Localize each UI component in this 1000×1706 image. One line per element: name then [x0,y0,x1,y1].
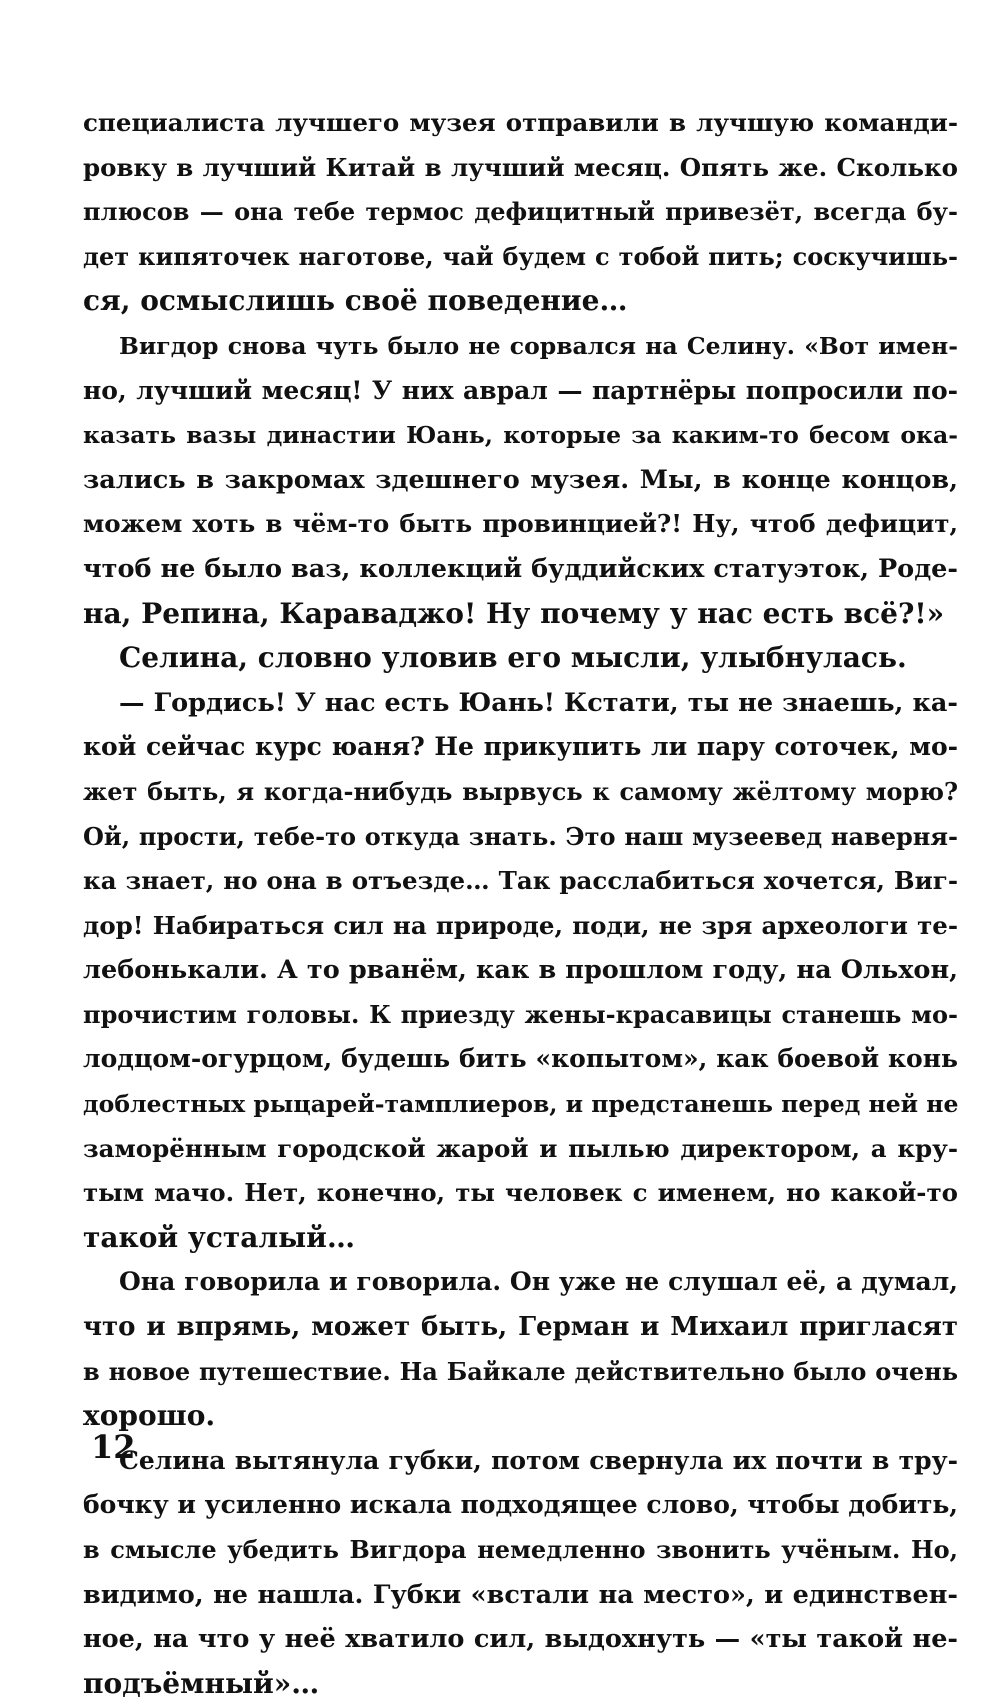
text-line: дет кипяточек наготове, чай будем с тобой пить; соскучишь- [83,241,958,271]
text-line: плюсов — она тебе термос дефицитный привезёт, всегда бу- [83,197,958,227]
text-line: ка знает, но она в отъезде… Так расслабиться хочется, Виг- [83,866,958,896]
page-number: 12 [91,1428,136,1466]
text-line: но, лучший месяц! У них аврал — партнёры попросили по- [83,375,958,405]
text-line: прочистим головы. К приезду жены-красавицы станешь мо- [83,999,958,1029]
text-line: подъёмный»… [83,1666,320,1700]
text-line: ное, на что у неё хватило сил, выдохнуть — «ты такой не- [83,1624,958,1655]
text-line: дор! Набираться сил на природе, поди, не зря археологи те- [83,910,958,940]
text-line: бочку и усиленно искала подходящее слово, чтобы добить, [83,1490,958,1520]
text-line: хорошо. [83,1399,216,1433]
text-line: ся, осмыслишь своё поведение… [83,284,628,318]
text-line: на, Репина, Караваджо! Ну почему у нас есть всё?!» [83,596,945,630]
text-line: лодцом-огурцом, будешь бить «копытом», как боевой конь [83,1044,958,1074]
text-line: Она говорила и говорила. Он уже не слушал её, а думал, [119,1267,958,1297]
text-line: — Гордись! У нас есть Юань! Кстати, ты не знаешь, ка- [119,687,958,718]
text-line: ровку в лучший Китай в лучший месяц. Опять же. Сколько [83,152,958,182]
text-line: доблестных рыцарей-тамплиеров, и предстанешь перед ней не [83,1090,958,1119]
text-line: видимо, не нашла. Губки «встали на место», и единствен- [83,1579,958,1610]
text-line: Ой, прости, тебе-то откуда знать. Это наш музеевед наверня- [83,821,958,851]
text-line: что и впрямь, может быть, Герман и Михаил пригласят [83,1312,958,1343]
text-line: в смысле убедить Вигдора немедленно звонить учёным. Но, [83,1535,958,1564]
text-line: такой усталый… [83,1220,355,1254]
text-line: Селина, словно уловив его мысли, улыбнулась. [119,641,907,675]
text-line: Селина вытянула губки, потом свернула их почти в тру- [119,1445,958,1475]
text-line: чтоб не было ваз, коллекций буддийских статуэток, Роде- [83,553,958,584]
text-line: заморённым городской жарой и пылью директором, а кру- [83,1133,958,1163]
text-line: специалиста лучшего музея отправили в лучшую команди- [83,108,958,137]
text-line: тым мачо. Нет, конечно, ты человек с именем, но какой-то [83,1178,958,1208]
text-line: лебонькали. А то рванём, как в прошлом году, на Ольхон, [83,955,958,986]
text-line: Вигдор снова чуть было не сорвался на Селину. «Вот имен- [119,331,958,360]
text-line: жет быть, я когда-нибудь вырвусь к самому жёлтому морю? [83,776,958,806]
body-text [83,101,958,1706]
text-line: кой сейчас курс юаня? Не прикупить ли пару соточек, мо- [83,732,958,762]
text-line: в новое путешествие. На Байкале действительно было очень [83,1356,958,1386]
text-line: зались в закромах здешнего музея. Мы, в конце концов, [83,464,958,495]
text-line: казать вазы династии Юань, которые за каким-то бесом ока- [83,421,958,450]
text-line: можем хоть в чём-то быть провинцией?! Ну, чтоб дефицит, [83,509,958,539]
